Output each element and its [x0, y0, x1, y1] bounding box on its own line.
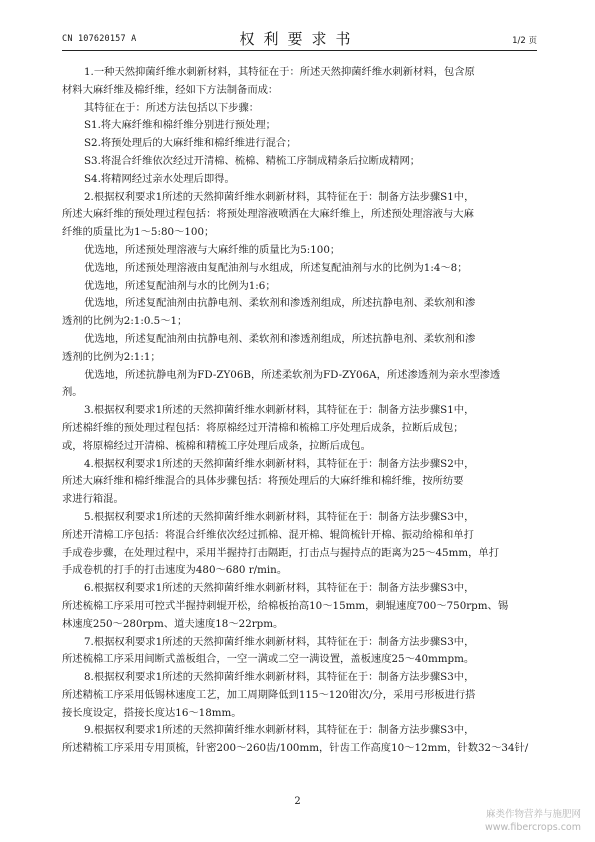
text-line: 所述梳棉工序采用可控式半握持刺辊开松，给棉板抬高10～15mm，刺辊速度700～750rpm、锡 — [62, 599, 509, 612]
text-line: 所述精梳工序采用专用顶梳，针密200～260齿/100mm，针齿工作高度10～12mm，针数32～34针/ — [62, 742, 529, 755]
text-line: 接长度设定，搭接长度达16～18mm。 — [62, 706, 242, 719]
text-line: 手成卷机的打手的打击速度为480～680 r/min。 — [62, 564, 288, 577]
text-line: 所述精梳工序采用低锡林速度工艺，加工周期降低到115～120钳次/分，采用弓形板进行搭 — [62, 688, 476, 701]
text-line: 1.一种天然抑菌纤维水刺新材料，其特征在于：所述天然抑菌纤维水刺新材料，包含原 — [84, 66, 475, 78]
document-header — [62, 28, 537, 51]
page-indicator: 1/2 页 — [512, 36, 537, 46]
text-line: S4.将精网经过亲水处理后即得。 — [84, 172, 235, 185]
text-line: 3.根据权利要求1所述的天然抑菌纤维水刺新材料，其特征在于：制备方法步骤S1中， — [84, 404, 475, 417]
text-line: 所述大麻纤维和棉纤维混合的具体步骤包括：将预处理后的大麻纤维和棉纤维，按所纺要 — [62, 475, 464, 488]
text-line: 6.根据权利要求1所述的天然抑菌纤维水刺新材料，其特征在于：制备方法步骤S3中， — [84, 582, 475, 595]
page-number: 2 — [294, 796, 301, 807]
text-line: 所述开清棉工序包括：将混合纤维依次经过抓棉、混开棉、辊筒梳针开棉、振动给棉和单打 — [62, 528, 474, 541]
watermark-title: 麻类作物营养与施肥网 — [485, 809, 581, 820]
text-line: 优选地，所述预处理溶液由复配油剂与水组成，所述复配油剂与水的比例为1:4～8； — [84, 261, 468, 274]
text-line: 优选地，所述复配油剂由抗静电剂、柔软剂和渗透剂组成，所述抗静电剂、柔软剂和渗 — [84, 297, 476, 310]
document-number: CN 107620157 A — [62, 34, 137, 44]
text-line: 材料大麻纤维及棉纤维，经如下方法制备而成： — [62, 83, 279, 96]
text-line: 优选地，所述复配油剂与水的比例为1:6； — [84, 279, 276, 292]
text-line: 4.根据权利要求1所述的天然抑菌纤维水刺新材料，其特征在于：制备方法步骤S2中， — [84, 457, 475, 470]
text-line: S3.将混合纤维依次经过开清棉、梳棉、精梳工序制成精条后拉断成精网； — [84, 154, 421, 167]
text-line: 所述大麻纤维的预处理过程包括：将预处理溶液喷洒在大麻纤维上，所述预处理溶液与大麻 — [62, 208, 474, 221]
text-line: 透剂的比例为2:1:0.5～1； — [62, 315, 188, 328]
text-line: 其特征在于：所述方法包括以下步骤： — [84, 101, 260, 114]
text-line: 求进行箱混。 — [62, 493, 124, 506]
text-line: 8.根据权利要求1所述的天然抑菌纤维水刺新材料，其特征在于：制备方法步骤S3中， — [84, 671, 475, 684]
text-line: 优选地，所述预处理溶液与大麻纤维的质量比为5:100； — [84, 243, 341, 256]
text-line: 9.根据权利要求1所述的天然抑菌纤维水刺新材料，其特征在于：制备方法步骤S3中， — [84, 724, 475, 737]
page-title: 权利要求书 — [239, 30, 360, 48]
text-line: 透剂的比例为2:1:1； — [62, 350, 161, 363]
text-line: S1.将大麻纤维和棉纤维分别进行预处理； — [84, 119, 276, 132]
text-line: 2.根据权利要求1所述的天然抑菌纤维水刺新材料，其特征在于：制备方法步骤S1中， — [84, 190, 475, 203]
claims-body — [62, 64, 537, 758]
text-line: 所述棉纤维的预处理过程包括：将原棉经过开清棉和梳棉工序处理后成条，拉断后成包； — [62, 421, 464, 434]
text-line: 5.根据权利要求1所述的天然抑菌纤维水刺新材料，其特征在于：制备方法步骤S3中， — [84, 510, 475, 523]
text-line: 或，将原棉经过开清棉、梳棉和精梳工序处理后成条，拉断后成包。 — [62, 439, 371, 452]
site-watermark — [485, 808, 581, 834]
text-line: 优选地，所述复配油剂由抗静电剂、柔软剂和渗透剂组成，所述抗静电剂、柔软剂和渗 — [84, 332, 476, 345]
text-line: 优选地，所述抗静电剂为FD-ZY06B，所述柔软剂为FD-ZY06A，所述渗透剂为亲水型渗透 — [84, 368, 501, 381]
text-line: 7.根据权利要求1所述的天然抑菌纤维水刺新材料，其特征在于：制备方法步骤S3中， — [84, 635, 475, 648]
text-line: 所述梳棉工序采用间断式盖板组合，一空一满或二空一满设置，盖板速度25～40mmpm。 — [62, 653, 475, 666]
text-line: 林速度250～280rpm、道夫速度18～22rpm。 — [62, 617, 284, 630]
text-line: S2.将预处理后的大麻纤维和棉纤维进行混合； — [84, 137, 297, 150]
text-line: 纤维的质量比为1～5:80～100； — [62, 226, 215, 239]
text-line: 剂。 — [62, 386, 83, 399]
text-line: 手成卷步骤，在处理过程中，采用半握持打击隔距，打击点与握持点的距离为25～45mm，单打 — [62, 546, 500, 559]
watermark-url: www.fibercrops.com — [484, 822, 581, 833]
